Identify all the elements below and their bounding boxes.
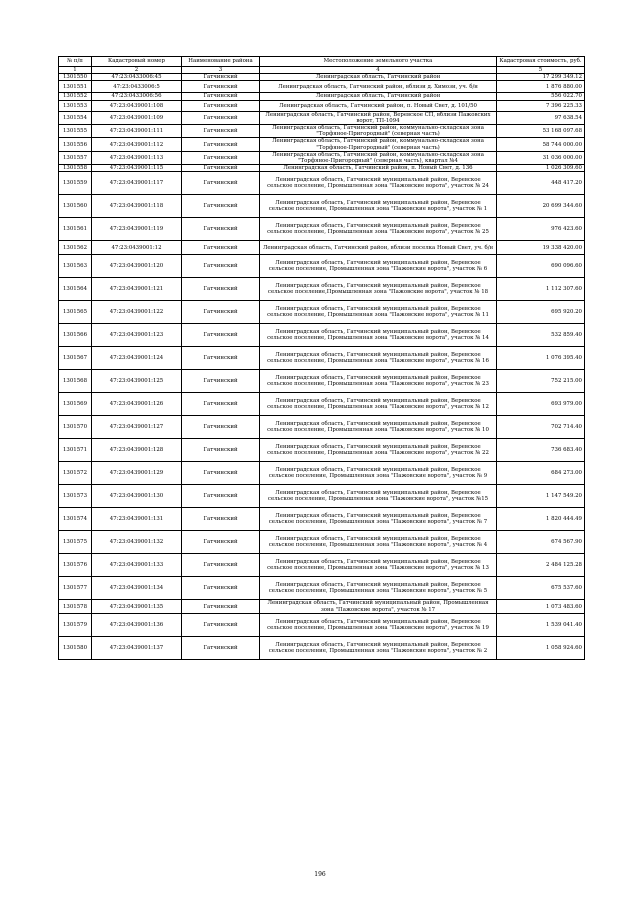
location-text: Ленинградская область, Гатчинский муниципальный район, Веревское сельское поселение, Промышленная зона "Пажовские ворота", участок № 13 xyxy=(260,554,497,577)
location-text: Ленинградская область, Гатчинский муниципальный район, Веревское сельское поселение, Промышленная зона "Пажовские ворота", участок № 25 xyxy=(260,218,497,241)
cadastral-number: 47:23:0433006:56 xyxy=(92,93,182,100)
row-number: 1301578 xyxy=(59,600,92,613)
header-cadastral-number: Кадастровый номер xyxy=(92,57,182,67)
table-row xyxy=(59,531,585,554)
cadastral-number: 47:23:0439001:129 xyxy=(92,462,182,485)
row-number: 1301554 xyxy=(59,111,92,124)
location-text: Ленинградская область, Гатчинский район, коммунально-складская зона "Торфяное-Пригородный" (северная часть) xyxy=(260,138,497,151)
cadastral-number: 47:23:0439001:130 xyxy=(92,485,182,508)
table-row xyxy=(59,347,585,370)
cadastral-value: 1 876 880.00 xyxy=(497,81,585,93)
row-number: 1301567 xyxy=(59,347,92,370)
row-number: 1301569 xyxy=(59,393,92,416)
table-row xyxy=(59,462,585,485)
location-text: Ленинградская область, Гатчинский муниципальный район, Веревское сельское поселение, Промышленная зона "Пажовские ворота", участок №15 xyxy=(260,485,497,508)
location-text: Ленинградская область, Гатчинский муниципальный район, Веревское сельское поселение, Промышленная зона "Пажовские ворота", участок № 5 xyxy=(260,577,497,600)
location-text: Ленинградская область, Гатчинский муниципальный район, Веревское сельское поселение, Промышленная зона "Пажовские ворота", участок № 9 xyxy=(260,462,497,485)
district-name: Гатчинский xyxy=(182,600,260,613)
location-text: Ленинградская область, Гатчинский муниципальный район, Веревское сельское поселение, Промышленная зона "Пажовские ворота", участок № 4 xyxy=(260,531,497,554)
location-text: Ленинградская область, Гатчинский район, п. Новый Свет, д. 136 xyxy=(260,165,497,172)
cadastral-value: 675 537.60 xyxy=(497,577,585,600)
table-row xyxy=(59,241,585,255)
location-text: Ленинградская область, Гатчинский муниципальный район, Веревское сельское поселение, Промышленная зона "Пажовские ворота", участок № 1 xyxy=(260,195,497,218)
table-row xyxy=(59,255,585,278)
cadastral-number: 47:23:0439001:109 xyxy=(92,111,182,124)
location-text: Ленинградская область, Гатчинский муниципальный район, Веревское сельское поселение, Промышленная зона "Пажовские ворота", участок № 22 xyxy=(260,439,497,462)
district-name: Гатчинский xyxy=(182,370,260,393)
cadastral-number: 47:23:0439001:113 xyxy=(92,151,182,164)
district-name: Гатчинский xyxy=(182,278,260,301)
district-name: Гатчинский xyxy=(182,508,260,531)
district-name: Гатчинский xyxy=(182,393,260,416)
row-number: 1301566 xyxy=(59,324,92,347)
cadastral-value: 1 539 041.40 xyxy=(497,613,585,636)
cadastral-number: 47:23:0439001:108 xyxy=(92,100,182,111)
cadastral-number: 47:23:0439001:135 xyxy=(92,600,182,613)
row-number: 1301552 xyxy=(59,93,92,100)
cadastral-number: 47:23:0439001:132 xyxy=(92,531,182,554)
table-row xyxy=(59,81,585,93)
cadastral-number: 47:23:0439001:125 xyxy=(92,370,182,393)
row-number: 1301576 xyxy=(59,554,92,577)
column-number-row xyxy=(59,67,585,74)
cadastral-value: 1 026 309.60 xyxy=(497,165,585,172)
district-name: Гатчинский xyxy=(182,324,260,347)
table-row xyxy=(59,218,585,241)
cadastral-value: 752 215.00 xyxy=(497,370,585,393)
table-row xyxy=(59,636,585,659)
cadastral-value: 690 096.60 xyxy=(497,255,585,278)
table-row xyxy=(59,111,585,124)
row-number: 1301570 xyxy=(59,416,92,439)
row-number: 1301564 xyxy=(59,278,92,301)
location-text: Ленинградская область, Гатчинский муниципальный район, Промышленная зона "Пажовские ворота", участок № 17 xyxy=(260,600,497,613)
district-name: Гатчинский xyxy=(182,636,260,659)
table-row xyxy=(59,93,585,100)
cadastral-value: 53 168 097.68 xyxy=(497,125,585,138)
table-row xyxy=(59,301,585,324)
cadastral-number: 47:23:0439001:133 xyxy=(92,554,182,577)
table-row xyxy=(59,370,585,393)
cadastral-number: 47:23:0439001:136 xyxy=(92,613,182,636)
cadastral-value: 2 484 125.28 xyxy=(497,554,585,577)
district-name: Гатчинский xyxy=(182,218,260,241)
cadastral-value: 58 744 000.00 xyxy=(497,138,585,151)
location-text: Ленинградская область, Гатчинский муниципальный район, Веревское сельское поселение, Промышленная зона "Пажовские ворота", участок № 16 xyxy=(260,347,497,370)
district-name: Гатчинский xyxy=(182,301,260,324)
district-name: Гатчинский xyxy=(182,195,260,218)
header-location: Местоположение земельного участка xyxy=(260,57,497,67)
row-number: 1301561 xyxy=(59,218,92,241)
header-number: № п/п xyxy=(59,57,92,67)
district-name: Гатчинский xyxy=(182,125,260,138)
location-text: Ленинградская область, Гатчинский район, коммунально-складская зона "Торфяное-Пригородный" (северная часть) xyxy=(260,125,497,138)
column-number: 5 xyxy=(497,67,585,74)
location-text: Ленинградская область, Гатчинский муниципальный район, Веревское сельское поселение, Промышленная зона "Пажовские ворота", участок № 7 xyxy=(260,508,497,531)
row-number: 1301568 xyxy=(59,370,92,393)
cadastral-value: 976 423.60 xyxy=(497,218,585,241)
cadastral-number: 47:23:0433006:45 xyxy=(92,74,182,81)
location-text: Ленинградская область, Гатчинский муниципальный район, Веревское сельское поселение,Промышленная зона "Пажовские ворота", участок № 18 xyxy=(260,278,497,301)
table-row xyxy=(59,393,585,416)
column-number: 2 xyxy=(92,67,182,74)
cadastral-number: 47:23:0439001:127 xyxy=(92,416,182,439)
cadastral-value: 695 920.20 xyxy=(497,301,585,324)
table-row xyxy=(59,125,585,138)
header-cadastral-value: Кадастровая стоимость, руб. xyxy=(497,57,585,67)
table-header-row xyxy=(59,57,585,67)
district-name: Гатчинский xyxy=(182,100,260,111)
cadastral-value-table xyxy=(58,56,585,660)
cadastral-value: 702 714.40 xyxy=(497,416,585,439)
location-text: Ленинградская область, Гатчинский район xyxy=(260,93,497,100)
location-text: Ленинградская область, Гатчинский район xyxy=(260,74,497,81)
cadastral-value: 97 638.54 xyxy=(497,111,585,124)
cadastral-number: 47:23:0439001:122 xyxy=(92,301,182,324)
cadastral-number: 47:23:0439001:121 xyxy=(92,278,182,301)
row-number: 1301553 xyxy=(59,100,92,111)
cadastral-value: 19 338 420.00 xyxy=(497,241,585,255)
header-district: Наименование района xyxy=(182,57,260,67)
district-name: Гатчинский xyxy=(182,577,260,600)
cadastral-number: 47:23:0439001:111 xyxy=(92,125,182,138)
cadastral-number: 47:23:0439001:137 xyxy=(92,636,182,659)
cadastral-number: 47:23:0439001:12 xyxy=(92,241,182,255)
location-text: Ленинградская область, Гатчинский муниципальный район, Веревское сельское поселение, Промышленная зона "Пажовские ворота", участок № 11 xyxy=(260,301,497,324)
table-row xyxy=(59,138,585,151)
cadastral-value: 693 979.00 xyxy=(497,393,585,416)
location-text: Ленинградская область, Гатчинский муниципальный район, Веревское сельское поселение, Промышленная зона "Пажовские ворота", участок № 10 xyxy=(260,416,497,439)
column-number: 3 xyxy=(182,67,260,74)
cadastral-number: 47:23:0439001:120 xyxy=(92,255,182,278)
location-text: Ленинградская область, Гатчинский муниципальный район, Веревское сельское поселение, Промышленная зона "Пажовские ворота", участок № 12 xyxy=(260,393,497,416)
cadastral-value: 736 683.40 xyxy=(497,439,585,462)
cadastral-value: 532 859.40 xyxy=(497,324,585,347)
row-number: 1301579 xyxy=(59,613,92,636)
row-number: 1301563 xyxy=(59,255,92,278)
location-text: Ленинградская область, Гатчинский муниципальный район, Веревское сельское поселение, Промышленная зона "Пажовские ворота", участок № 6 xyxy=(260,255,497,278)
column-number: 1 xyxy=(59,67,92,74)
cadastral-value: 556 022.70 xyxy=(497,93,585,100)
cadastral-number: 47:23:0433006:5 xyxy=(92,81,182,93)
table-row xyxy=(59,439,585,462)
district-name: Гатчинский xyxy=(182,531,260,554)
cadastral-value: 20 699 344.60 xyxy=(497,195,585,218)
district-name: Гатчинский xyxy=(182,138,260,151)
district-name: Гатчинский xyxy=(182,151,260,164)
row-number: 1301565 xyxy=(59,301,92,324)
table-row xyxy=(59,172,585,195)
location-text: Ленинградская область, Гатчинский муниципальный район, Веревское сельское поселение, Промышленная зона "Пажовские ворота", участок № 23 xyxy=(260,370,497,393)
cadastral-value: 1 820 444.49 xyxy=(497,508,585,531)
row-number: 1301572 xyxy=(59,462,92,485)
table-row xyxy=(59,600,585,613)
cadastral-number: 47:23:0439001:126 xyxy=(92,393,182,416)
cadastral-value: 1 073 483.60 xyxy=(497,600,585,613)
cadastral-value: 684 273.00 xyxy=(497,462,585,485)
district-name: Гатчинский xyxy=(182,485,260,508)
location-text: Ленинградская область, Гатчинский муниципальный район, Веревское сельское поселение, Промышленная зона "Пажовские ворота", участок № 2 xyxy=(260,636,497,659)
row-number: 1301573 xyxy=(59,485,92,508)
district-name: Гатчинский xyxy=(182,462,260,485)
row-number: 1301562 xyxy=(59,241,92,255)
cadastral-number: 47:23:0439001:119 xyxy=(92,218,182,241)
table-row xyxy=(59,324,585,347)
district-name: Гатчинский xyxy=(182,416,260,439)
district-name: Гатчинский xyxy=(182,347,260,370)
row-number: 1301555 xyxy=(59,125,92,138)
district-name: Гатчинский xyxy=(182,111,260,124)
row-number: 1301551 xyxy=(59,81,92,93)
column-number: 4 xyxy=(260,67,497,74)
cadastral-value: 1 076 395.40 xyxy=(497,347,585,370)
cadastral-value: 674 567.90 xyxy=(497,531,585,554)
cadastral-number: 47:23:0439001:131 xyxy=(92,508,182,531)
cadastral-number: 47:23:0439001:134 xyxy=(92,577,182,600)
row-number: 1301574 xyxy=(59,508,92,531)
district-name: Гатчинский xyxy=(182,81,260,93)
table-row xyxy=(59,554,585,577)
location-text: Ленинградская область, Гатчинский район, коммунально-складская зона "Торфяное-Пригородный" (северная часть), квартал №4 xyxy=(260,151,497,164)
table-body xyxy=(59,74,585,660)
cadastral-value: 31 036 000.00 xyxy=(497,151,585,164)
row-number: 1301556 xyxy=(59,138,92,151)
district-name: Гатчинский xyxy=(182,165,260,172)
cadastral-number: 47:23:0439001:112 xyxy=(92,138,182,151)
cadastral-value: 17 299 349.12 xyxy=(497,74,585,81)
table-row xyxy=(59,577,585,600)
table-row xyxy=(59,100,585,111)
row-number: 1301580 xyxy=(59,636,92,659)
table-row xyxy=(59,278,585,301)
district-name: Гатчинский xyxy=(182,241,260,255)
row-number: 1301550 xyxy=(59,74,92,81)
row-number: 1301559 xyxy=(59,172,92,195)
location-text: Ленинградская область, Гатчинский муниципальный район, Веревское сельское поселение, Промышленная зона "Пажовские ворота", участок № 19 xyxy=(260,613,497,636)
location-text: Ленинградская область, Гатчинский муниципальный район, Веревское сельское поселение, Промышленная зона "Пажовские ворота", участок № 14 xyxy=(260,324,497,347)
table-row xyxy=(59,74,585,81)
district-name: Гатчинский xyxy=(182,439,260,462)
page-number: 196 xyxy=(314,871,326,878)
location-text: Ленинградская область, Гатчинский район, вблизи д. Химози, уч. б/н xyxy=(260,81,497,93)
district-name: Гатчинский xyxy=(182,554,260,577)
district-name: Гатчинский xyxy=(182,255,260,278)
row-number: 1301577 xyxy=(59,577,92,600)
table-row xyxy=(59,485,585,508)
cadastral-value: 1 058 924.60 xyxy=(497,636,585,659)
table-row xyxy=(59,416,585,439)
table-row xyxy=(59,165,585,172)
cadastral-value: 1 112 307.60 xyxy=(497,278,585,301)
row-number: 1301557 xyxy=(59,151,92,164)
cadastral-number: 47:23:0439001:124 xyxy=(92,347,182,370)
cadastral-number: 47:23:0439001:123 xyxy=(92,324,182,347)
cadastral-number: 47:23:0439001:115 xyxy=(92,165,182,172)
location-text: Ленинградская область, Гатчинский район, вблизи поселка Новый Свет, уч. б/н xyxy=(260,241,497,255)
location-text: Ленинградская область, Гатчинский район, п. Новый Свет, д. 101/50 xyxy=(260,100,497,111)
district-name: Гатчинский xyxy=(182,613,260,636)
row-number: 1301571 xyxy=(59,439,92,462)
district-name: Гатчинский xyxy=(182,172,260,195)
district-name: Гатчинский xyxy=(182,93,260,100)
location-text: Ленинградская область, Гатчинский район, Веревское СП, вблизи Пажовских ворот, ТП-1094 xyxy=(260,111,497,124)
district-name: Гатчинский xyxy=(182,74,260,81)
cadastral-number: 47:23:0439001:118 xyxy=(92,195,182,218)
location-text: Ленинградская область, Гатчинский муниципальный район, Веревское сельское поселение, Промышленная зона "Пажовские ворота", участок № 24 xyxy=(260,172,497,195)
cadastral-value: 448 417.20 xyxy=(497,172,585,195)
cadastral-number: 47:23:0439001:128 xyxy=(92,439,182,462)
table-row xyxy=(59,195,585,218)
row-number: 1301560 xyxy=(59,195,92,218)
cadastral-value: 7 396 225.33 xyxy=(497,100,585,111)
cadastral-value: 1 147 549.20 xyxy=(497,485,585,508)
cadastral-number: 47:23:0439001:117 xyxy=(92,172,182,195)
row-number: 1301575 xyxy=(59,531,92,554)
table-row xyxy=(59,151,585,164)
table-row xyxy=(59,613,585,636)
table-row xyxy=(59,508,585,531)
row-number: 1301558 xyxy=(59,165,92,172)
